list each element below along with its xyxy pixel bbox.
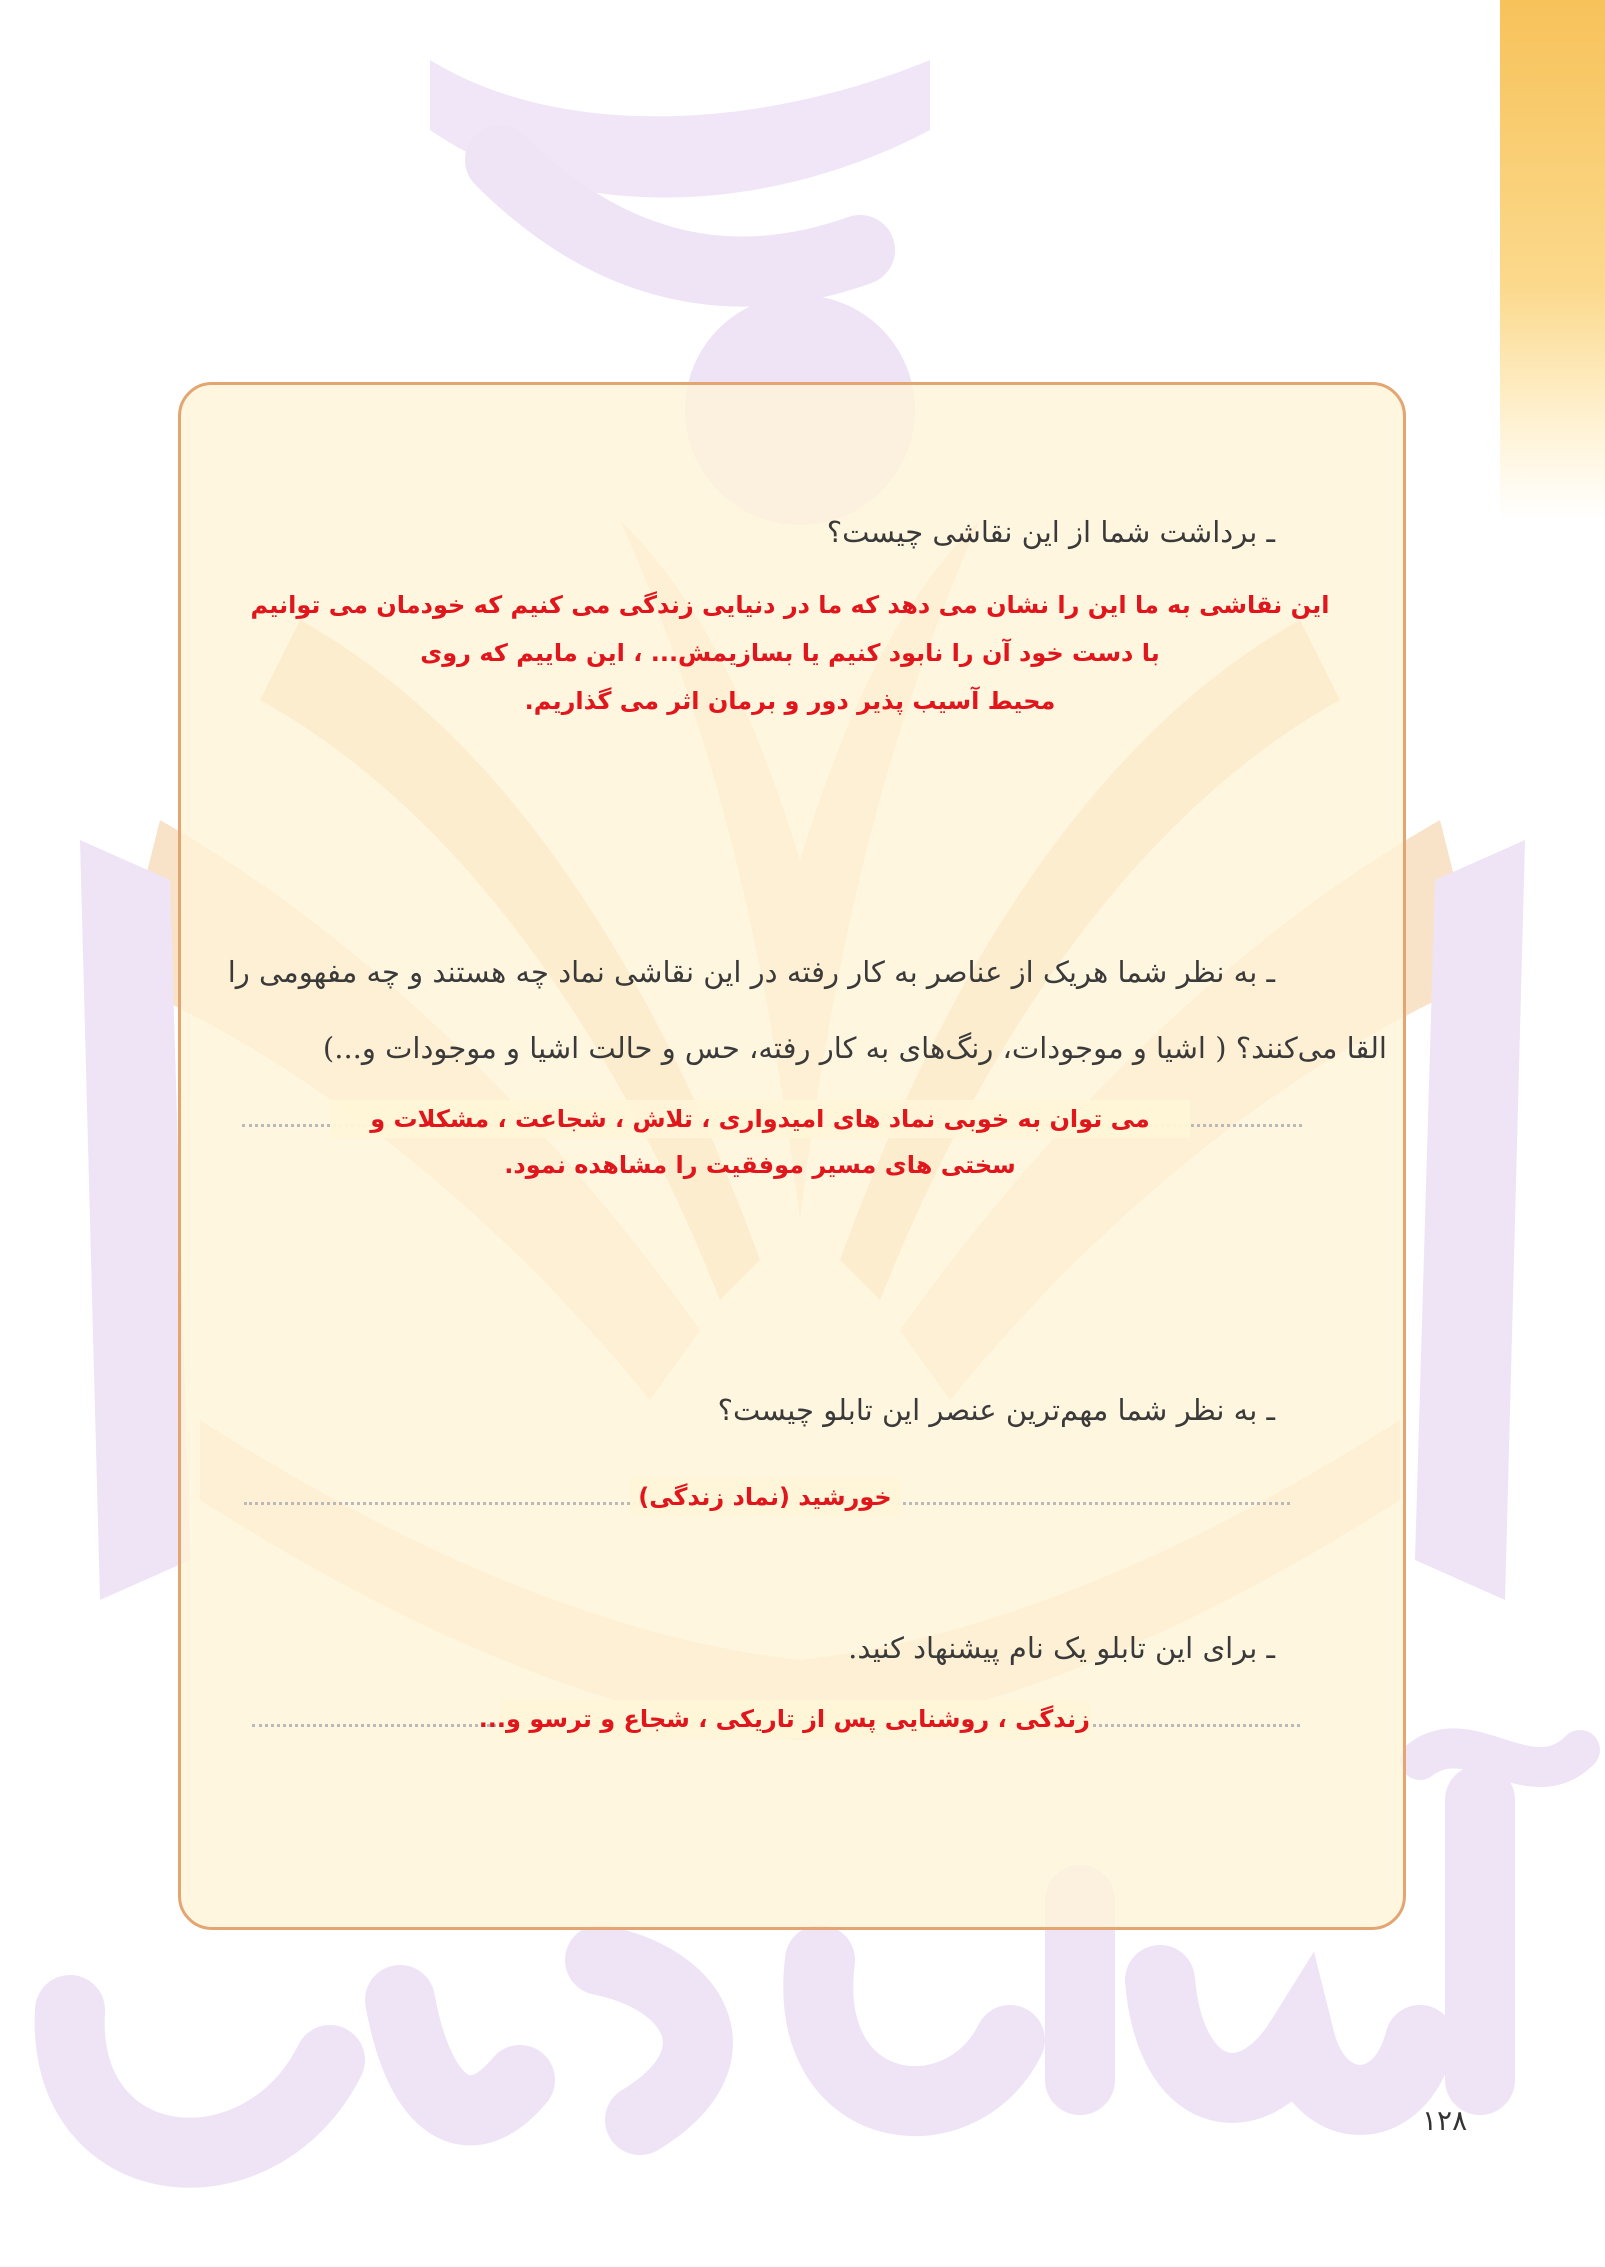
question-2-text-line-2: القا می‌کنند؟ ( اشیا و موجودات، رنگ‌های به کار رفته، حس و حالت اشیا و موجودات و...) [322,1031,1387,1065]
page-number: ۱۲۸ [1422,2104,1468,2137]
question-1-answer-line-1: این نقاشی به ما این را نشان می دهد که ما در دنیایی زندگی می کنیم که خودمان می توانیم [250,591,1330,619]
question-2-answer-line-1: می توان به خوبی نماد های امیدواری ، تلاش ، شجاعت ، مشکلات و [330,1100,1190,1138]
question-1-answer-line-2: با دست خود آن را نابود کنیم یا بسازیمش... ، این ماییم که روی [420,639,1160,667]
question-4-answer: زندگی ، روشنایی پس از تاریکی ، شجاع و ترسو و... [500,1700,1090,1738]
question-1-answer-line-3: محیط آسیب پذیر دور و برمان اثر می گذاریم. [524,687,1056,715]
question-3-answer: خورشید (نماد زندگی) [630,1478,900,1516]
question-2-answer-line-2: سختی های مسیر موفقیت را مشاهده نمود. [504,1151,1016,1179]
question-3-text: ـ به نظر شما مهم‌ترین عنصر این تابلو چیست؟ [717,1393,1275,1427]
question-1-text: ـ برداشت شما از این نقاشی چیست؟ [826,515,1275,549]
question-4-text: ـ برای این تابلو یک نام پیشنهاد کنید. [848,1631,1275,1665]
question-2-text-line-1: ـ به نظر شما هریک از عناصر به کار رفته در این نقاشی نماد چه هستند و چه مفهومی را [227,955,1275,989]
